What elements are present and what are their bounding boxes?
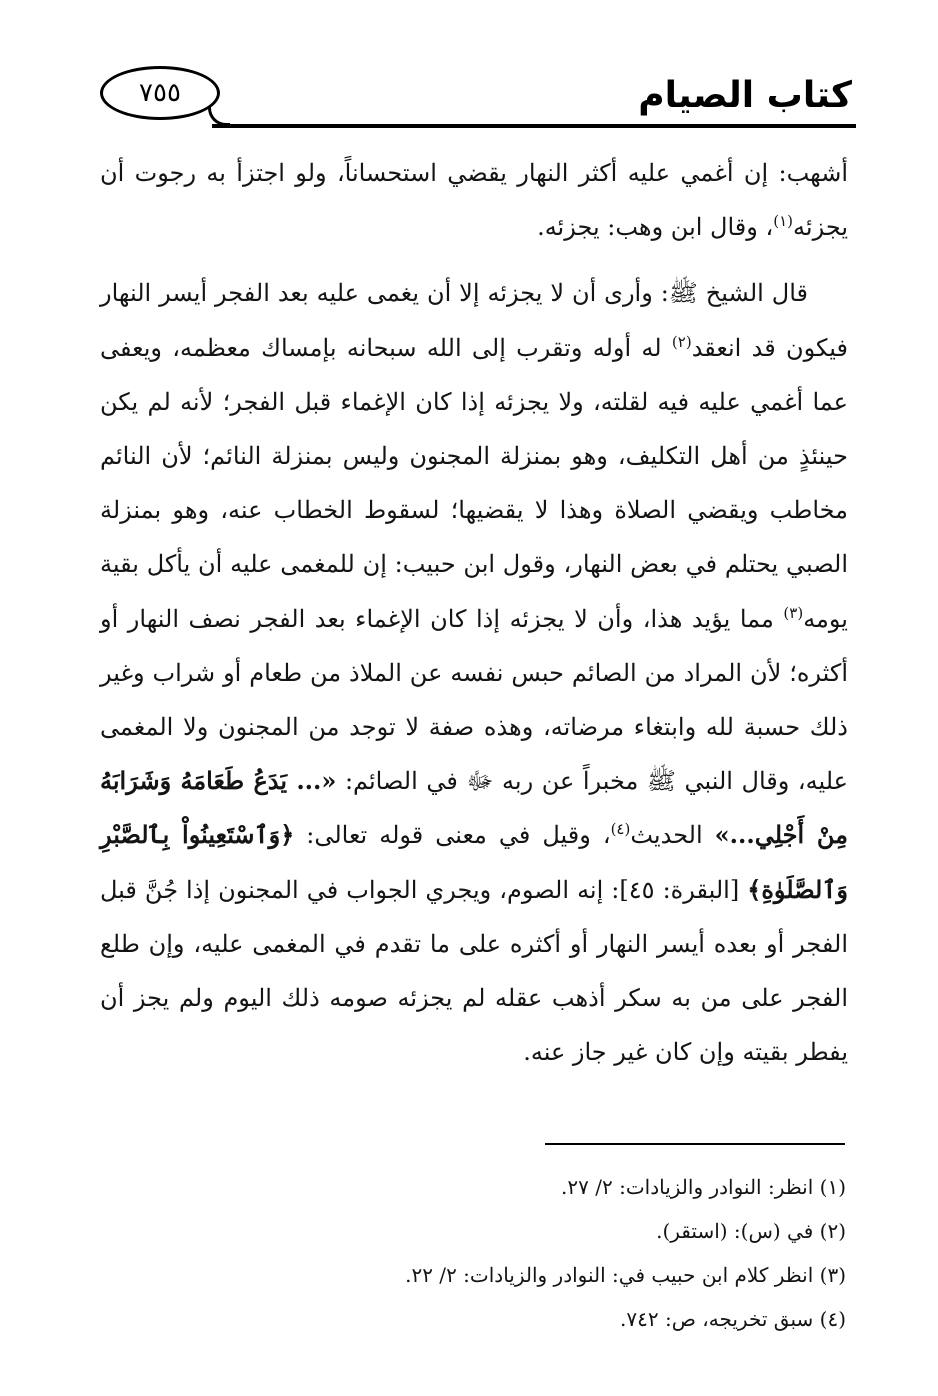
quran-verse: ﴿وَٱسْتَعِينُواْ بِٱلصَّبْرِ وَٱلصَّلَوٰةِ﴾	[100, 820, 849, 904]
footnote-4: (٤) سبق تخريجه، ص: ٧٤٢.	[620, 1307, 846, 1331]
footnote-1: (١) انظر: النوادر والزيادات: ٢/ ٢٧.	[561, 1175, 846, 1199]
footnote-3: (٣) انظر كلام ابن حبيب في: النوادر والزيادات: ٢/ ٢٢.	[405, 1263, 846, 1287]
footnotes	[286, 1165, 846, 1341]
page-number-badge	[100, 66, 220, 120]
page-header	[96, 58, 856, 128]
paragraph-1	[100, 146, 848, 254]
footnote-ref-4: (٤)	[610, 820, 631, 839]
paragraph-2-text-f: [البقرة: ٤٥]: إنه الصوم، ويجري الجواب في المجنون إذا جُنَّ قبل الفجر أو بعده أيسر النهار أو أكثره على ما تقدم في المغمى عليه، وإن طلع الفجر على من به سكر أذهب عقله لم يجزئه صومه ذلك اليوم ولم يجز أن يفطر بقيته وإن كان غير جاز عنه.	[100, 875, 848, 1067]
page-number: ٧٥٥	[139, 78, 181, 108]
paragraph-2	[100, 266, 848, 1079]
footnote-ref-1: (١)	[773, 212, 794, 231]
header-rule	[212, 124, 856, 128]
paragraph-1-text: أشهب: إن أغمي عليه أكثر النهار يقضي استحساناً، ولو اجتزأ به رجوت أن يجزئه	[100, 159, 848, 242]
book-title: كتاب الصيام	[638, 75, 852, 116]
paragraph-2-text-b: له أوله وتقرب إلى الله سبحانه بإمساك معظمه، ويعفى عما أغمي عليه فيه لقلته، ولا يجزئه إذا كان الإغماء قبل الفجر؛ لأنه لم يكن حينئذٍ من أهل التكليف، وهو بمنزلة المجنون وليس بمنزلة النائم؛ لأن النائم مخاطب ويقضي الصلاة وهذا لا يقضيها؛ لسقوط الخطاب عنه، وهو بمنزلة الصبي يحتلم في بعض النهار، وقول ابن حبيب: إن للمغمى عليه أن يأكل بقية يومه	[100, 333, 849, 633]
footnote-ref-2: (٢)	[671, 332, 692, 351]
paragraph-2-text-e: ، وقيل في معنى قوله تعالى:	[294, 821, 611, 850]
hadith-quote: «... يَدَعُ طَعَامَهُ وَشَرَابَهُ مِنْ أَجْلِي...»	[100, 766, 849, 850]
page-badge-ornament	[208, 106, 230, 126]
main-text	[100, 146, 848, 1079]
paragraph-2-text: قال الشيخ ﷺ: وأرى أن لا يجزئه إلا أن يغمى عليه بعد الفجر أيسر النهار فيكون قد انعقد	[100, 279, 848, 362]
paragraph-2-text-d: الحديث	[630, 821, 715, 850]
footnote-separator	[545, 1143, 845, 1145]
footnote-ref-3: (٣)	[783, 603, 804, 622]
footnote-2: (٢) في (س): (استقر).	[656, 1219, 846, 1243]
paragraph-1-text-end: ، وقال ابن وهب: يجزئه.	[537, 213, 774, 242]
paragraph-2-text-c: مما يؤيد هذا، وأن لا يجزئه إذا كان الإغماء بعد الفجر نصف النهار أو أكثره؛ لأن المراد من الصائم حبس نفسه عن الملاذ من طعام أو شراب وغير ذلك حسبة لله وابتغاء مرضاته، وهذه صفة لا توجد من المجنون ولا المغمى عليه، وقال النبي ﷺ مخبراً عن ربه ﷻ في الصائم:	[100, 604, 848, 796]
